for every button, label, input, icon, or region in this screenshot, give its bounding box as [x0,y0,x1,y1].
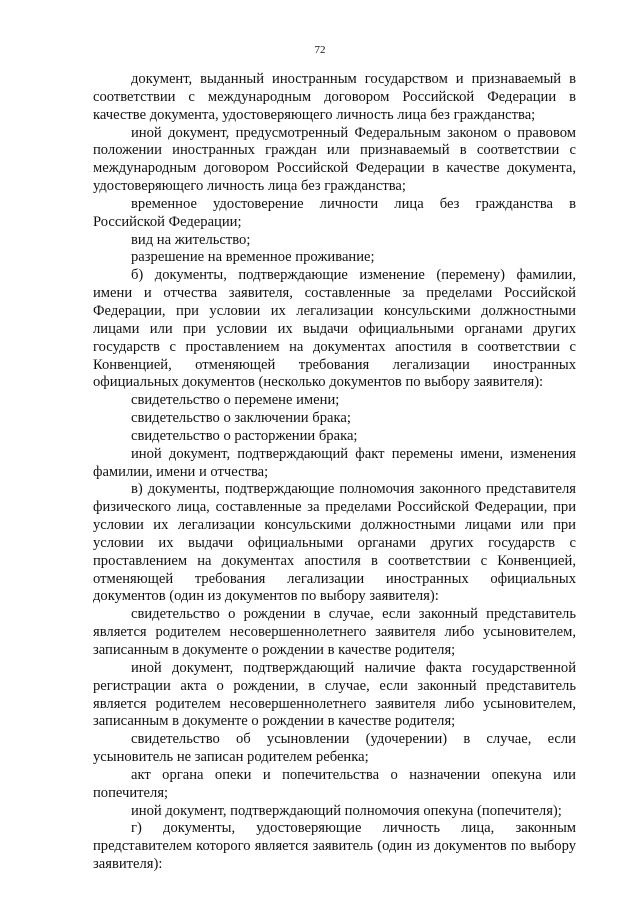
paragraph: иной документ, подтверждающий факт перемены имени, изменения фамилии, имени и отчества; [93,445,576,480]
paragraph: иной документ, подтверждающий полномочия опекуна (попечителя); [131,802,562,819]
paragraph: свидетельство о заключении брака; [131,410,351,427]
paragraph: вид на жительство; [131,231,251,248]
paragraph: документ, выданный иностранным государством и признаваемый в соответствии с международным договором Российской Федерации в качестве документа, удостоверяющего личность лица без гражданства; [93,71,576,123]
paragraph: разрешение на временное проживание; [131,249,375,266]
paragraph: временное удостоверение личности лица без гражданства в Российской Федерации; [93,195,576,230]
paragraph: иной документ, предусмотренный Федеральным законом о правовом положении иностранных граждан или признаваемый в соответствии с международным договором Российской Федерации в качестве документа, удостоверяющего личность лица без гражданства; [93,124,576,195]
paragraph: свидетельство об усыновлении (удочерении) в случае, если усыновитель не записан родителем ребенка; [93,731,576,766]
paragraph: г) документы, удостоверяющие личность лица, законным представителем которого является заявитель (один из документов по выбору заявителя): [93,820,576,873]
paragraph: свидетельство о расторжении брака; [131,427,358,444]
paragraph: в) документы, подтверждающие полномочия законного представителя физического лица, составленные за пределами Российской Федерации, при условии их легализации консульскими должностными лицами или при условии их выдачи официальными органами других государств с проставлением на документах апостиля в соответствии с Конвенцией, отменяющей требования легализации иностранных официальных документов (один из документов по выбору заявителя): [93,481,576,605]
paragraph: свидетельство о перемене имени; [131,392,340,409]
page-number: 72 [314,44,326,56]
paragraph: акт органа опеки и попечительства о назначении опекуна или попечителя; [93,766,576,801]
document-body [93,71,576,874]
paragraph: б) документы, подтверждающие изменение (перемену) фамилии, имени и отчества заявителя, составленные за пределами Российской Федерации, при условии их легализации консульскими должностными лицами или при условии их выдачи официальными органами других государств с проставлением на документах апостиля в соответствии с Конвенцией, отменяющей требования легализации иностранных официальных документов (несколько документов по выбору заявителя): [93,267,576,391]
paragraph: свидетельство о рождении в случае, если законный представитель является родителем несовершеннолетнего заявителя либо усыновителем, записанным в документе о рождении в качестве родителя; [93,606,576,658]
paragraph: иной документ, подтверждающий наличие факта государственной регистрации акта о рождении, в случае, если законный представитель является родителем несовершеннолетнего заявителя либо усыновителем, записанным в документе о рождении в качестве родителя; [93,659,576,730]
